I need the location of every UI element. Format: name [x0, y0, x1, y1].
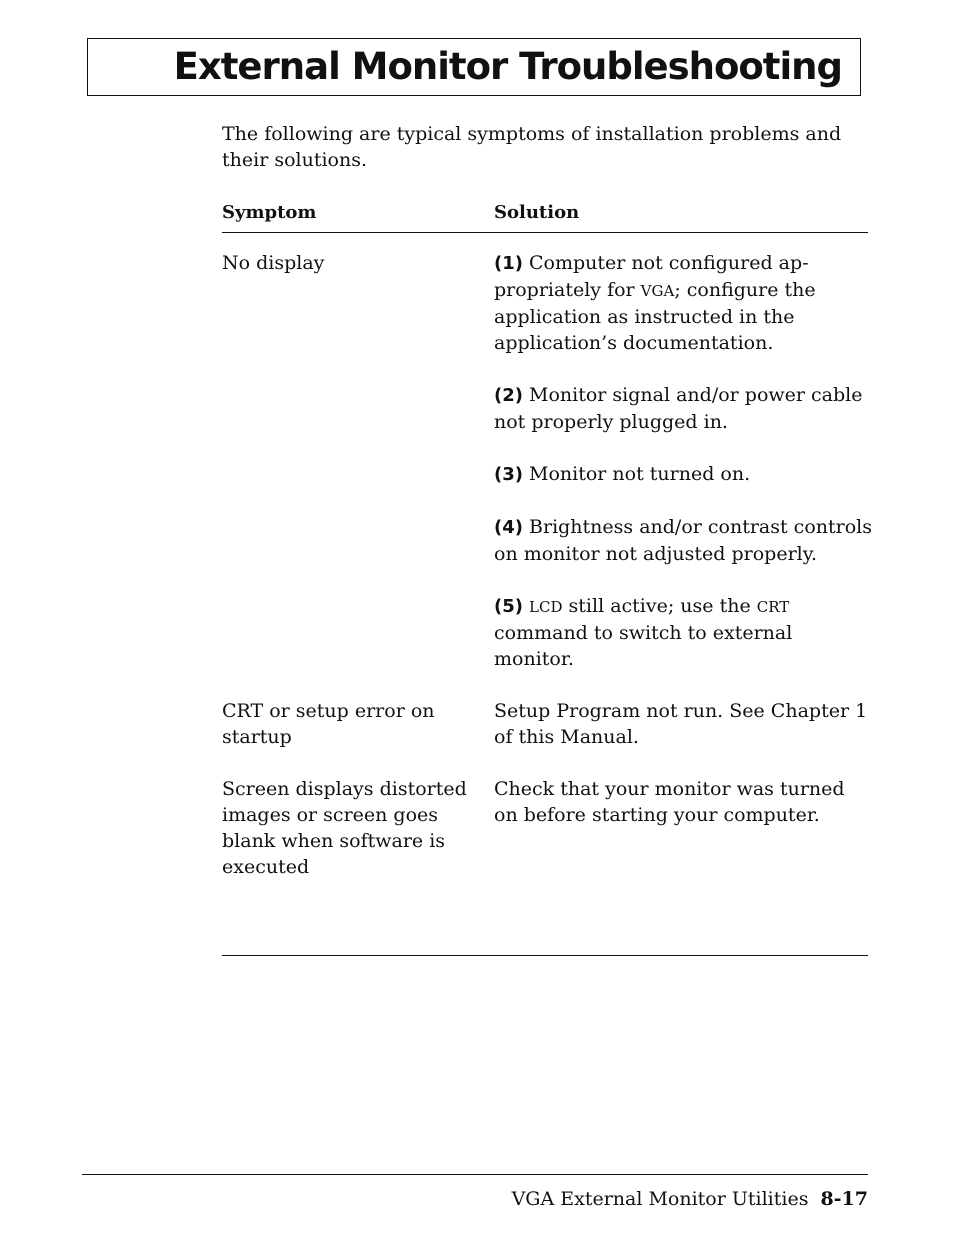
symptom-header: Symptom: [222, 202, 317, 223]
intro-paragraph: The following are typical symptoms of installation problems and their solutions.: [222, 123, 842, 171]
symptom-cell: Screen displays distorted images or screen goes blank when software is executed: [222, 778, 467, 878]
solution-item-1: (1) Computer not configured appropriately for VGA; configure the application as instructed in the application’s documentation.: [494, 252, 816, 354]
solution-item-5: (5) LCD still active; use the CRT command to switch to external monitor.: [494, 595, 793, 670]
page-title: External Monitor Troubleshooting: [173, 45, 842, 88]
troubleshooting-table: [222, 200, 872, 878]
solution-item-4: (4) Brightness and/or contrast controls on monitor not adjusted properly.: [494, 516, 872, 565]
table-row: [222, 250, 872, 672]
table-bottom-rule: [222, 955, 868, 956]
solution-text: Check that your monitor was turned on before starting your computer.: [494, 778, 845, 826]
footer-rule: [82, 1174, 868, 1175]
page-number: 8-17: [820, 1188, 868, 1210]
table-row: [222, 776, 868, 878]
solution-cell: [494, 776, 874, 828]
footer-section-title: VGA External Monitor Utilities: [511, 1188, 809, 1210]
solution-cell: [494, 698, 874, 750]
symptom-cell: No display: [222, 252, 325, 274]
solution-header: Solution: [494, 202, 580, 223]
solution-item-3: (3) Monitor not turned on.: [494, 463, 751, 485]
page-footer: [512, 1188, 868, 1210]
symptom-cell: CRT or setup error on startup: [222, 700, 435, 748]
title-box: [87, 38, 861, 96]
solution-cell: [494, 250, 874, 672]
solution-item-2: (2) Monitor signal and/or power cable not properly plugged in.: [494, 384, 863, 433]
table-row: [222, 698, 868, 750]
table-header: [222, 200, 868, 233]
solution-text: Setup Program not run. See Chapter 1 of this Manual.: [494, 700, 868, 748]
